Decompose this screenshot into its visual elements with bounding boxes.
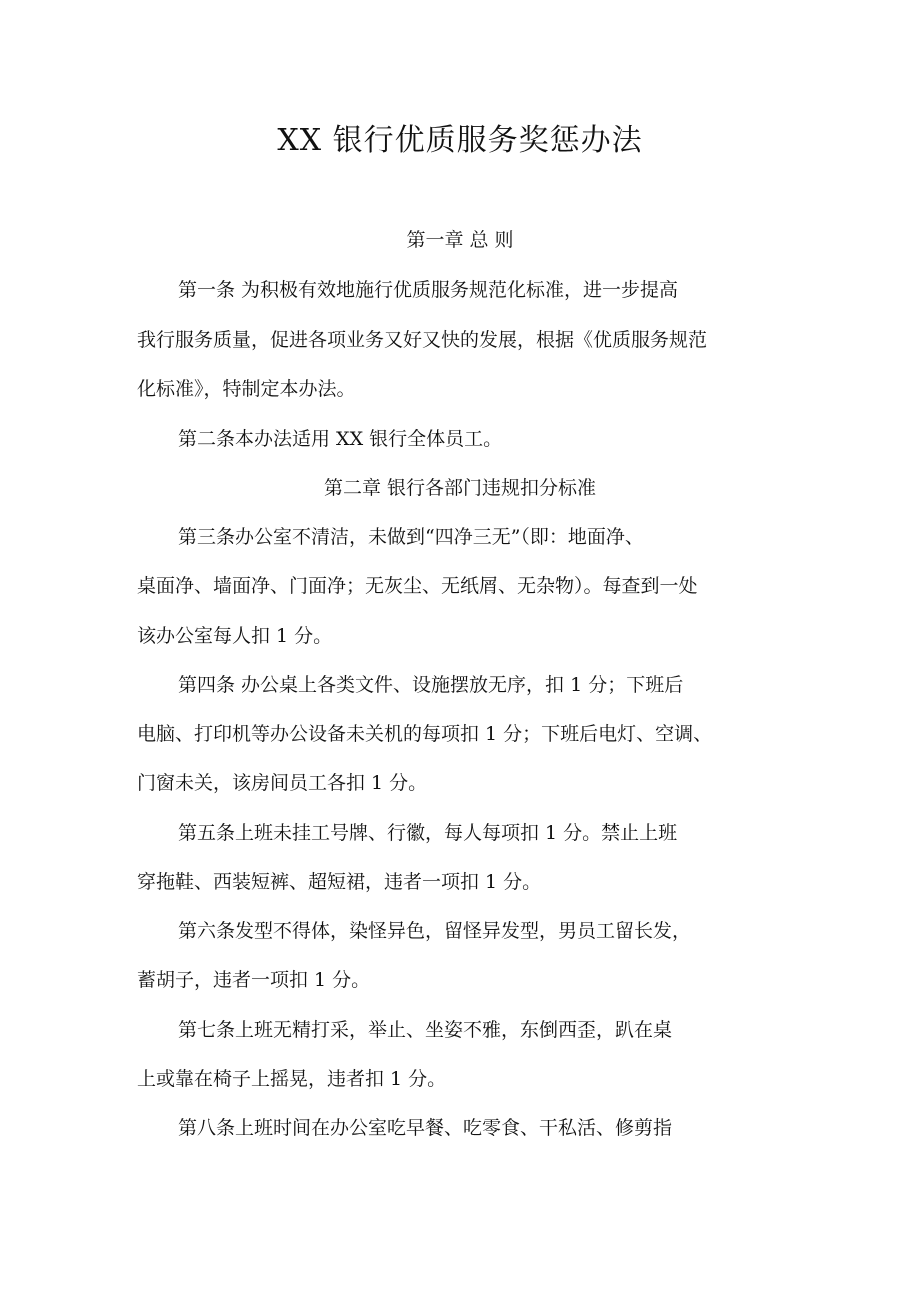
chapter-heading: 第二章 银行各部门违规扣分标准	[323, 477, 597, 499]
article-line: 蓄胡子，违者一项扣 1 分。	[137, 969, 371, 991]
article-line: 我行服务质量，促进各项业务又好又快的发展，根据《优质服务规范	[137, 329, 708, 351]
article-line: 门窗未关，该房间员工各扣 1 分。	[137, 772, 428, 794]
article-line: 第八条上班时间在办公室吃早餐、吃零食、干私活、修剪指	[178, 1117, 673, 1139]
article-line: 第一条 为积极有效地施行优质服务规范化标准，进一步提高	[178, 279, 679, 301]
article-line: 第四条 办公桌上各类文件、设施摆放无序，扣 1 分；下班后	[178, 674, 684, 696]
article-line: 上或靠在椅子上摇晃，违者扣 1 分。	[137, 1068, 447, 1090]
article-line: 第五条上班未挂工号牌、行徽，每人每项扣 1 分。禁止上班	[178, 822, 678, 844]
article-line: 桌面净、墙面净、门面净；无灰尘、无纸屑、无杂物）。每查到一处	[137, 575, 698, 597]
article-line: 第七条上班无精打采，举止、坐姿不雅，东倒西歪，趴在桌	[178, 1019, 673, 1041]
chapter-heading: 第一章 总 则	[406, 229, 514, 251]
article-line: 电脑、打印机等办公设备未关机的每项扣 1 分；下班后电灯、空调、	[137, 723, 713, 745]
article-line: 该办公室每人扣 1 分。	[137, 625, 333, 647]
article-line: 穿拖鞋、西装短裤、超短裙，违者一项扣 1 分。	[137, 871, 542, 893]
article-line: 第六条发型不得体，染怪异色，留怪异发型，男员工留长发，	[178, 920, 692, 942]
document-title: XX 银行优质服务奖惩办法	[277, 123, 643, 158]
article-line: 第三条办公室不清洁，未做到“四净三无”（即：地面净、	[178, 526, 644, 548]
article-line: 化标准》，特制定本办法。	[137, 378, 356, 400]
article-line: 第二条本办法适用 XX 银行全体员工。	[178, 428, 503, 450]
